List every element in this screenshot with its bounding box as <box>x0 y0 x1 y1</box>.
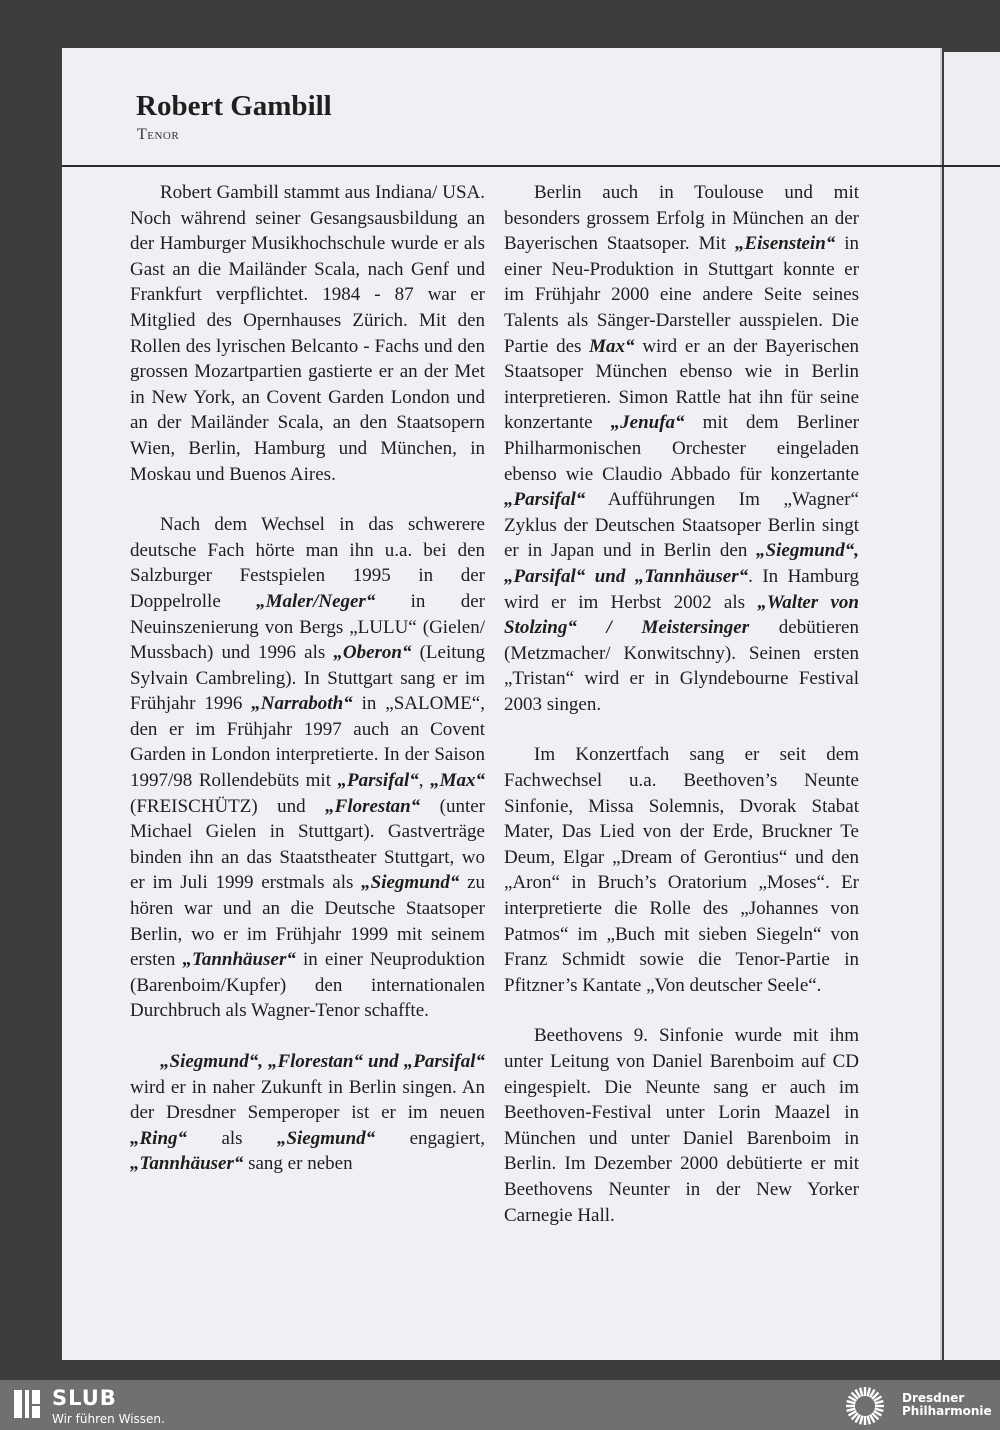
biography-paragraph <box>504 180 859 717</box>
role-name: „Florestan“ <box>325 795 421 817</box>
role-name: „Tannhäuser“ <box>130 1153 244 1175</box>
role-name: „Siegmund“, „Florestan“ und „Parsifal“ <box>160 1051 485 1072</box>
role-name: „Ring“ <box>130 1127 188 1149</box>
paragraph-text: zu hören war und an die Deutsche Staatsoper Berlin, wo er im Frühjahr 1999 mit seinem ersten <box>130 872 485 971</box>
role-name: „Jenufa“ <box>610 412 685 434</box>
next-page-edge <box>944 52 1000 1360</box>
biography-paragraph <box>130 1049 485 1177</box>
paragraph-text: Im Konzertfach sang er seit dem Fachwechsel u.a. Beethoven’s Neunte Sinfonie, Missa Solemnis, Dvorak Stabat Mater, Das Lied von der Erde, Bruckner Te Deum, Elgar „Dream of Gerontius“ und den „Aron“ in Bruch’s Oratorium „Moses“. Er interpretierte die Rolle des „Johannes von Patmos“ im „Buch mit sieben Siegeln“ von Franz Schmidt sowie die Tenor-Partie in Pfitzner’s Kantate „Von deutscher Seele“. <box>504 744 859 996</box>
role-name: „Oberon“ <box>333 642 412 664</box>
role-name: „Max“ <box>430 770 485 792</box>
artist-name: Robert Gambill <box>136 90 332 122</box>
paragraph-text: mit dem Berliner Philharmonischen Orchester eingeladen ebenso wie Claudio Abbado für konzertante <box>504 412 859 485</box>
paragraph-text: Beethovens 9. Sinfonie wurde mit ihm unter Leitung von Daniel Barenboim auf CD eingespielt. Die Neunte sang er auch im Beethoven-Festival unter Lorin Maazel in München und unter Daniel Barenboim in Berlin. Im Dezember 2000 debütierte er mit Beethovens Neunter in der New Yorker Carnegie Hall. <box>504 1025 859 1226</box>
role-name: „Walter von Stolzing“ / Meistersinger <box>504 591 859 639</box>
header-rule <box>62 165 1000 167</box>
role-name: „Narraboth“ <box>251 693 353 715</box>
paragraph-text: Aufführungen Im „Wagner“ Zyklus der Deutschen Staatsoper Berlin singt er in Japan und in Berlin den <box>504 489 859 562</box>
paragraph-text: Berlin auch in Toulouse und mit besonders grossem Erfolg in München an der Bayerischen Staatsoper. Mit <box>504 182 859 255</box>
paragraph-text: in einer Neu-Produktion in Stuttgart konnte er im Frühjahr 2000 eine andere Seite seines Talents als Sänger-Darsteller ausspielen. Die Partie des <box>504 233 859 357</box>
paragraph-text: , <box>418 770 431 792</box>
role-name: „Tannhäuser“ <box>182 949 296 971</box>
role-name: „Siegmund“ <box>361 872 460 894</box>
role-name: „Siegmund“ <box>276 1127 376 1149</box>
paragraph-text: Robert Gambill stammt aus Indiana/ USA. Noch während seiner Gesangsausbildung an der Hamburger Musikhochschule wurde er als Gast an die Mailänder Scala, nach Genf und Frankfurt verpflichtet. 1984 - 87 war er Mitglied des Opernhauses Zürich. Mit den Rollen des lyrischen Belcanto - Fachs und den grossen Mozartpartien gastierte er an der Met in New York, an Covent Garden London und an der Mailänder Scala, an den Staatsopern Wien, Berlin, Hamburg und München, in Moskau und Buenos Aires. <box>130 182 485 485</box>
paragraph-text: engagiert, <box>375 1127 485 1149</box>
paragraph-text: sang er neben <box>243 1153 353 1175</box>
philharmonie-brand <box>902 1392 992 1418</box>
paragraph-text: (unter Michael Gielen in Stuttgart). Gastverträge binden ihn an das Staatstheater Stuttgart, wo er im Juli 1999 erstmals als <box>130 795 485 894</box>
paragraph-text: . In Hamburg wird er im Herbst 2002 als <box>504 565 860 613</box>
philharmonie-brand-line2: Philharmonie <box>902 1404 992 1418</box>
paragraph-text: wird er an der Bayerischen Staatsoper München ebenso wie in Berlin interpretieren. Simon Rattle hat ihn für seine konzertante <box>504 335 859 434</box>
paragraph-text: (FREISCHÜTZ) und <box>130 795 326 817</box>
paragraph-text: (Leitung Sylvain Cambreling). In Stuttgart sang er im Frühjahr 1996 <box>130 642 485 715</box>
paragraph-text: wird er in naher Zukunft in Berlin singen. An der Dresdner Semperoper ist er im neuen <box>130 1076 485 1124</box>
biography-paragraph <box>130 512 485 1024</box>
philharmonie-sunburst-icon <box>840 1384 890 1426</box>
biography-paragraph <box>504 742 859 998</box>
paragraph-text: in einer Neuproduktion (Barenboim/Kupfer) den internationalen Durchbruch als Wagner-Tenor schaffte. <box>130 949 485 1022</box>
role-name: „Parsifal“ <box>337 770 419 792</box>
role-name: Max“ <box>589 335 635 357</box>
role-name: „Parsifal“ <box>504 489 586 511</box>
role-name: „Maler/Neger“ <box>256 590 376 612</box>
slub-logo-icon <box>14 1388 40 1420</box>
philharmonie-brand-line1: Dresdner <box>902 1391 965 1405</box>
biography-paragraph <box>504 1023 859 1228</box>
slub-tagline: Wir führen Wissen. <box>52 1412 165 1426</box>
slub-brand: SLUB <box>52 1386 117 1410</box>
paragraph-text: debütieren (Metzmacher/ Konwitschny). Seinen ersten „Tristan“ wird er in Glyndebourne Festival 2003 singen. <box>504 617 859 715</box>
footer-bar <box>0 1380 1000 1430</box>
paragraph-text: in „SALOME“, den er im Frühjahr 1997 auch an Covent Garden in London interpretierte. In der Saison 1997/98 Rollendebüts mit <box>130 693 485 792</box>
role-name: „Siegmund“, „Parsifal“ und „Tannhäuser“ <box>504 540 859 587</box>
biography-left-column <box>130 180 485 1202</box>
biography-paragraph <box>130 180 485 487</box>
paragraph-text: Nach dem Wechsel in das schwerere deutsche Fach hörte man ihn u.a. bei den Salzburger Festspielen 1995 in der Doppelrolle <box>130 514 485 612</box>
role-name: „Eisenstein“ <box>734 233 836 255</box>
paragraph-text: als <box>187 1127 277 1149</box>
voice-type: Tenor <box>137 126 180 143</box>
paragraph-text: in der Neuinszenierung von Bergs „LULU“ (Gielen/ Mussbach) und 1996 als <box>130 590 485 664</box>
biography-right-column <box>504 180 859 1253</box>
